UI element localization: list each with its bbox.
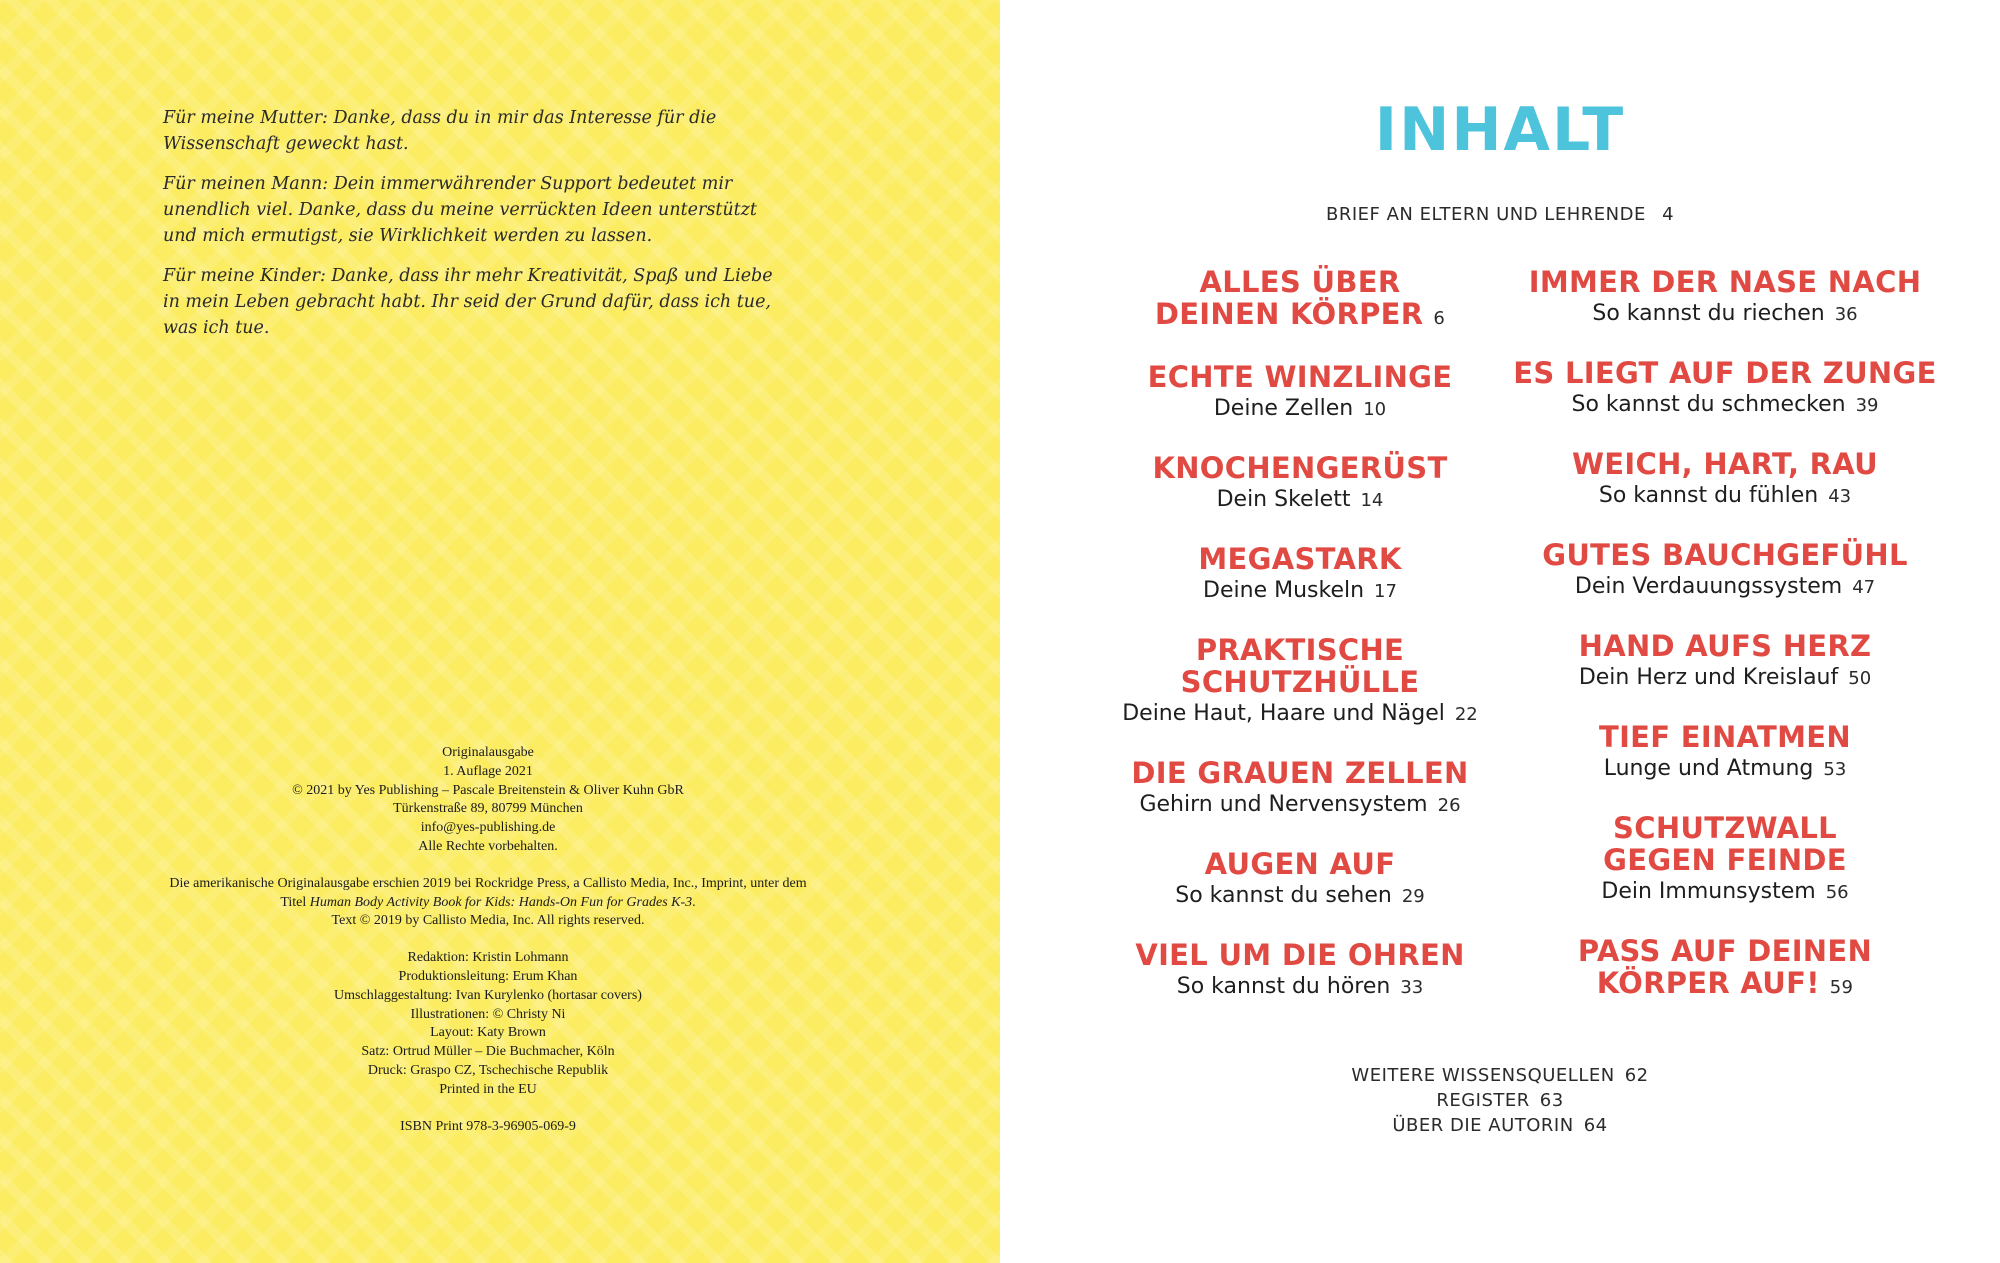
imprint-credit: Illustrationen: © Christy Ni (410, 1006, 566, 1022)
page-number: 47 (1852, 577, 1876, 598)
imprint-credits (163, 949, 813, 1099)
toc-entry (1480, 935, 1970, 1004)
chapter-subtitle (1480, 753, 1970, 786)
chapter-subtitle-text: So kannst du sehen (1175, 883, 1392, 908)
chapter-subtitle (1480, 389, 1970, 422)
page-number: 10 (1363, 399, 1387, 420)
chapter-title-text: ALLES ÜBER DEINEN KÖRPER (1154, 265, 1424, 331)
imprint-line: info@yes-publishing.de (420, 820, 556, 836)
chapter-subtitle-text: Gehirn und Nervensystem (1139, 792, 1428, 817)
chapter-subtitle-text: Dein Skelett (1216, 487, 1351, 512)
chapter-subtitle (1050, 575, 1550, 608)
chapter-title (1480, 935, 1970, 1004)
page-number: 17 (1374, 581, 1397, 602)
page-number: 29 (1401, 886, 1425, 907)
chapter-subtitle (1480, 571, 1970, 604)
imprint-publisher (163, 744, 813, 857)
chapter-subtitle-text: So kannst du schmecken (1571, 392, 1846, 417)
imprint-original-edition: Die amerikanische Originalausgabe erschien 2019 bei Rockridge Press, a Callisto Media, Inc., Imprint, unter dem Titel Human Body Activity Book for Kids: Hands-On Fun for Grades K-3. Text © 2019 by Callisto Media, Inc. All rights reserved. (163, 875, 813, 931)
chapter-subtitle (1050, 484, 1550, 517)
toc-entry (1480, 812, 1970, 909)
toc-intro-page: 4 (1662, 204, 1675, 225)
chapter-title: VIEL UM DIE OHREN (1135, 938, 1465, 972)
imprint-isbn: ISBN Print 978-3-96905-069-9 (400, 1118, 576, 1134)
toc-outro-item (1000, 1088, 2000, 1113)
chapter-title: WEICH, HART, RAU (1572, 447, 1878, 481)
chapter-subtitle-text: Deine Muskeln (1203, 578, 1365, 603)
chapter-title: PRAKTISCHE SCHUTZHÜLLE (1180, 633, 1420, 699)
chapter-subtitle (1480, 876, 1970, 909)
dedication-children: Für meine Kinder: Danke, dass ihr mehr Kreativität, Spaß und Liebe in mein Leben gebracht habt. Ihr seid der Grund dafür, dass ich tue, was ich tue. (163, 266, 773, 338)
page-number: 50 (1848, 668, 1872, 689)
chapter-title: KNOCHENGERÜST (1152, 451, 1448, 485)
chapter-title-text: PASS AUF DEINEN KÖRPER AUF! (1577, 934, 1873, 1000)
imprint-credit: Layout: Katy Brown (430, 1025, 546, 1041)
toc-entry (1050, 848, 1550, 913)
chapter-title: GUTES BAUCHGEFÜHL (1542, 538, 1908, 572)
toc-entry (1050, 361, 1550, 426)
imprint-credit: Druck: Graspo CZ, Tschechische Republik (367, 1062, 609, 1078)
toc-outro-item (1000, 1063, 2000, 1088)
chapter-subtitle (1050, 698, 1550, 731)
dedication-husband: Für meinen Mann: Dein immerwährender Support bedeutet mir unendlich viel. Danke, dass du meine verrückten Ideen unterstützt und mich ermutigst, sie Wirklichkeit werden zu lassen. (163, 174, 757, 246)
imprint-line: Alle Rechte vorbehalten. (418, 838, 558, 854)
chapter-subtitle (1480, 662, 1970, 695)
imprint-original-pre: Die amerikanische Originalausgabe erschien 2019 bei Rockridge Press, a Callisto Media, Inc., Imprint, unter dem Titel (169, 875, 807, 910)
page-number: 26 (1437, 795, 1461, 816)
page-number: 6 (1433, 308, 1446, 329)
toc-outro-label: REGISTER (1436, 1090, 1530, 1111)
toc-title: INHALT (1374, 95, 1626, 165)
imprint (163, 744, 813, 1154)
page-number: 43 (1828, 486, 1852, 507)
toc-outro-label: ÜBER DIE AUTORIN (1392, 1115, 1574, 1136)
chapter-subtitle (1050, 393, 1550, 426)
toc-entry (1050, 266, 1550, 335)
page-number: 14 (1360, 490, 1384, 511)
dedication (163, 105, 783, 355)
dedication-mother: Für meine Mutter: Danke, dass du in mir das Interesse für die Wissenschaft geweckt hast. (163, 108, 717, 154)
toc-entry (1480, 539, 1970, 604)
page-number: 62 (1624, 1065, 1649, 1086)
toc-entry (1480, 266, 1970, 331)
chapter-subtitle (1050, 789, 1550, 822)
toc-intro-label: BRIEF AN ELTERN UND LEHRENDE (1325, 204, 1646, 225)
toc-entry (1050, 939, 1550, 1004)
chapter-subtitle-text: So kannst du fühlen (1598, 483, 1819, 508)
chapter-title: MEGASTARK (1198, 542, 1402, 576)
right-page (1000, 0, 2000, 1263)
page-number: 39 (1855, 395, 1879, 416)
imprint-line: © 2021 by Yes Publishing – Pascale Breitenstein & Oliver Kuhn GbR (292, 782, 684, 798)
imprint-original-copyright: Text © 2019 by Callisto Media, Inc. All rights reserved. (331, 913, 645, 929)
chapter-subtitle-text: Dein Herz und Kreislauf (1578, 665, 1839, 690)
toc-column-right (1480, 266, 1970, 1030)
imprint-credit: Produktionsleitung: Erum Khan (398, 968, 578, 984)
page-number: 36 (1834, 304, 1858, 325)
imprint-credit: Umschlaggestaltung: Ivan Kurylenko (hortasar covers) (334, 987, 642, 1003)
chapter-subtitle-text: Deine Haut, Haare und Nägel (1122, 701, 1445, 726)
toc-outro-label: WEITERE WISSENSQUELLEN (1351, 1065, 1615, 1086)
chapter-subtitle (1050, 880, 1550, 913)
imprint-line: 1. Auflage 2021 (443, 763, 533, 779)
imprint-line: Türkenstraße 89, 80799 München (393, 801, 583, 817)
chapter-subtitle-text: So kannst du riechen (1592, 301, 1825, 326)
imprint-line: Originalausgabe (442, 745, 534, 760)
chapter-subtitle (1480, 298, 1970, 331)
imprint-credit: Satz: Ortrud Müller – Die Buchmacher, Köln (361, 1044, 615, 1060)
toc-entry (1050, 543, 1550, 608)
page-number: 64 (1583, 1115, 1608, 1136)
imprint-isbn-block (163, 1118, 813, 1137)
imprint-credit: Redaktion: Kristin Lohmann (407, 950, 569, 966)
chapter-subtitle-text: Deine Zellen (1213, 396, 1354, 421)
chapter-title: IMMER DER NASE NACH (1528, 265, 1922, 299)
toc-entry (1050, 634, 1550, 731)
page-number: 22 (1454, 704, 1478, 725)
chapter-subtitle-text: Lunge und Atmung (1603, 756, 1814, 781)
chapter-subtitle-text: Dein Verdauungssystem (1574, 574, 1843, 599)
chapter-subtitle-text: Dein Immunsystem (1601, 879, 1816, 904)
chapter-title: TIEF EINATMEN (1599, 720, 1851, 754)
toc-entry (1480, 448, 1970, 513)
page-number: 63 (1539, 1090, 1564, 1111)
chapter-subtitle (1480, 480, 1970, 513)
chapter-title: SCHUTZWALL GEGEN FEINDE (1603, 811, 1847, 877)
chapter-title (1050, 266, 1550, 335)
toc-entry (1480, 630, 1970, 695)
chapter-title: AUGEN AUF (1204, 847, 1396, 881)
chapter-title: DIE GRAUEN ZELLEN (1131, 756, 1469, 790)
toc-entry (1050, 452, 1550, 517)
toc-entry (1050, 757, 1550, 822)
page-number: 33 (1400, 977, 1424, 998)
chapter-title: HAND AUFS HERZ (1578, 629, 1872, 663)
toc-intro (1000, 204, 2000, 225)
toc-entry (1480, 721, 1970, 786)
chapter-subtitle (1050, 971, 1550, 1004)
toc-outro (1000, 1063, 2000, 1138)
chapter-title: ES LIEGT AUF DER ZUNGE (1513, 356, 1937, 390)
chapter-title: ECHTE WINZLINGE (1147, 360, 1453, 394)
page-number: 59 (1829, 977, 1854, 998)
imprint-credit: Printed in the EU (439, 1081, 537, 1097)
toc-outro-item (1000, 1113, 2000, 1138)
page-number: 56 (1825, 882, 1849, 903)
page-number: 53 (1823, 759, 1847, 780)
toc-column-left (1050, 266, 1550, 1030)
chapter-subtitle-text: So kannst du hören (1176, 974, 1391, 999)
toc-entry (1480, 357, 1970, 422)
imprint-original-title: Human Body Activity Book for Kids: Hands-On Fun for Grades K-3 (309, 894, 693, 910)
